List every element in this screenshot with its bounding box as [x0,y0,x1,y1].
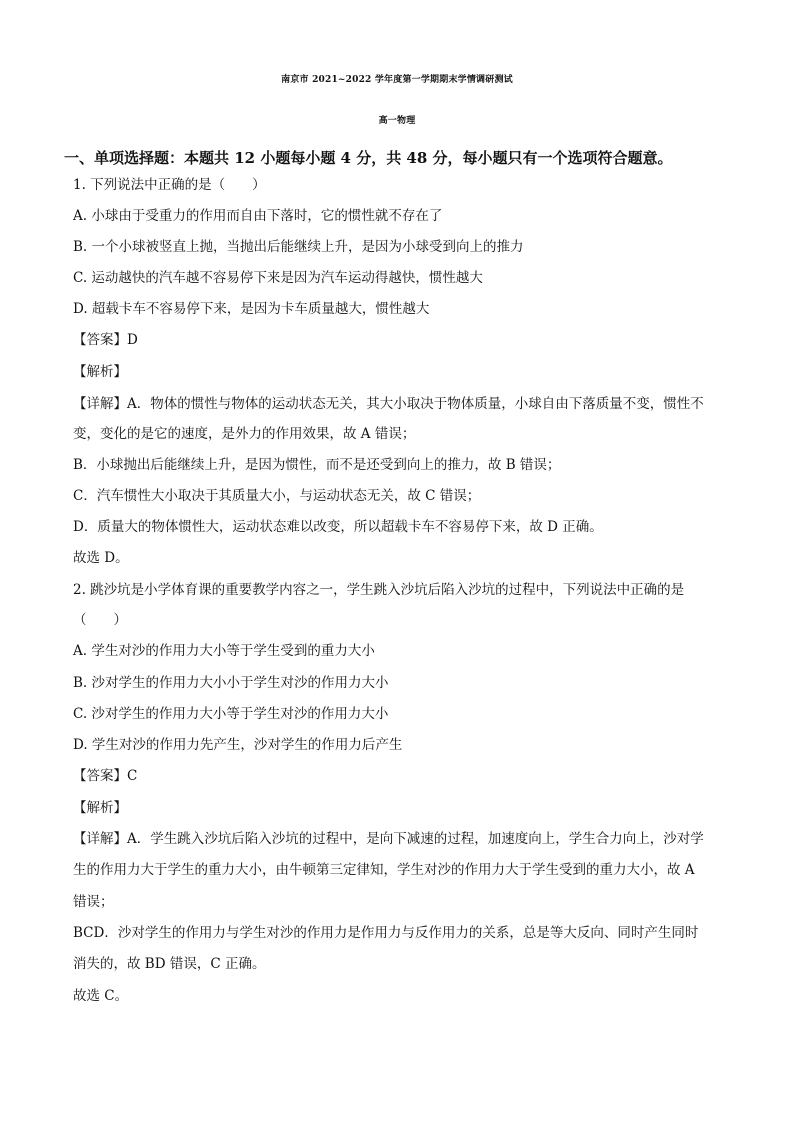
q2-stem-line: （ ） [73,612,127,628]
q1-option-b: B. 一个小球被竖直上抛，当抛出后能继续上升，是因为小球受到向上的推力 [73,239,524,255]
q2-detail-line: 【详解】A．学生跳入沙坑后陷入沙坑的过程中，是向下减速的过程，加速度向上，学生合力向上，沙对学 [73,831,704,847]
q2-analysis-label: 【解析】 [73,800,127,816]
q2-conclusion: 故选 C。 [73,988,129,1004]
q2-option-c: C. 沙对学生的作用力大小等于学生对沙的作用力大小 [73,706,389,722]
q1-option-d: D. 超载卡车不容易停下来，是因为卡车质量越大，惯性越大 [73,301,430,317]
q2-answer: 【答案】C [73,768,138,784]
q1-detail-line: D．质量大的物体惯性大，运动状态难以改变，所以超载卡车不容易停下来，故 D 正确。 [73,519,603,535]
q1-detail-line: 【详解】A．物体的惯性与物体的运动状态无关，其大小取决于物体质量，小球自由下落质量不变，惯性不 [73,396,704,412]
q2-option-d: D. 学生对沙的作用力先产生，沙对学生的作用力后产生 [73,737,403,753]
q1-detail-line: B．小球抛出后能继续上升，是因为惯性，而不是还受到向上的推力，故 B 错误； [73,457,561,473]
q2-detail-line: 消失的，故 BD 错误，C 正确。 [73,956,266,972]
q2-detail-line: 错误； [73,894,114,910]
q1-option-a: A. 小球由于受重力的作用而自由下落时，它的惯性就不存在了 [73,208,443,224]
q2-option-a: A. 学生对沙的作用力大小等于学生受到的重力大小 [73,643,375,659]
document-subtitle: 高一物理 [378,116,416,126]
q2-detail-line: BCD．沙对学生的作用力与学生对沙的作用力是作用力与反作用力的关系，总是等大反向、同时产生同时 [73,925,699,941]
q1-conclusion: 故选 D。 [73,550,129,566]
section-heading: 一、单项选择题：本题共 12 小题每小题 4 分，共 48 分，每小题只有一个选项符合题意。 [64,149,673,167]
q1-answer: 【答案】D [73,332,138,348]
q2-option-b: B. 沙对学生的作用力大小小于学生对沙的作用力大小 [73,675,389,691]
q2-detail-line: 生的作用力大于学生的重力大小，由牛顿第三定律知，学生对沙的作用力大于学生受到的重力大小，故 A [73,862,695,878]
q1-option-c: C. 运动越快的汽车越不容易停下来是因为汽车运动得越快，惯性越大 [73,270,483,286]
q2-stem-line: 2. 跳沙坑是小学体育课的重要教学内容之一，学生跳入沙坑后陷入沙坑的过程中，下列说法中正确的是 [73,582,685,598]
q1-detail-line: C．汽车惯性大小取决于其质量大小，与运动状态无关，故 C 错误； [73,488,481,504]
document-title: 南京市 2021~2022 学年度第一学期期末学情调研测试 [281,75,513,85]
q1-stem: 1. 下列说法中正确的是（ ） [73,177,266,193]
q1-analysis-label: 【解析】 [73,364,127,380]
q1-detail-line: 变，变化的是它的速度，是外力的作用效果，故 A 错误； [73,426,416,442]
